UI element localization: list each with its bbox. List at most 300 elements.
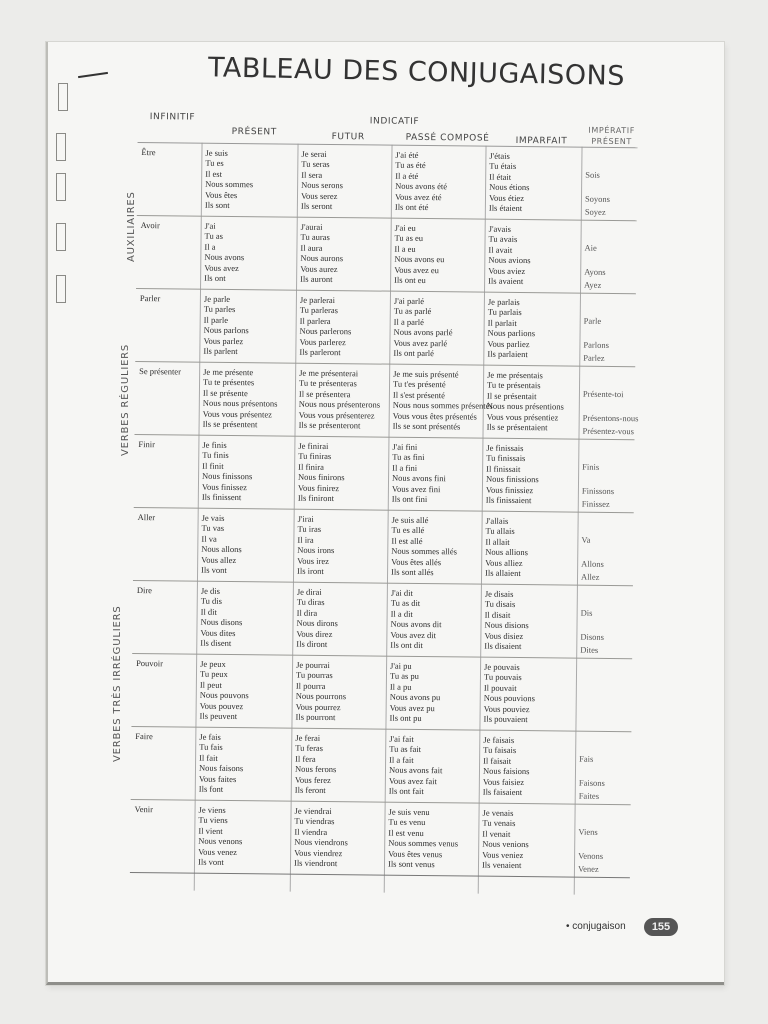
header-futur: FUTUR [331, 132, 365, 143]
conjugation-line: Ils vont [197, 856, 224, 867]
conjugation-line: Vous faisiez [482, 776, 525, 787]
cell-infinitif: Dire [136, 585, 153, 596]
conjugation-line: Nous nous présentions [486, 400, 564, 412]
conjugation-line: Allons [581, 559, 604, 570]
table-row [130, 800, 631, 878]
conjugation-line: Nous nous sommes présentés [392, 399, 493, 411]
conjugation-line: Nous avons fait [388, 764, 443, 776]
conjugation-line: Ils se présentaient [486, 421, 548, 433]
conjugation-line: Il fera [295, 753, 316, 764]
conjugation-line: Ils finissent [201, 491, 242, 503]
conjugation-line: Je pourrai [296, 659, 330, 671]
conjugation-line: Ils avaient [488, 275, 524, 287]
conjugation-line: Je dirai [296, 586, 322, 597]
conjugation-line: Parle [583, 315, 602, 326]
cell-imperatif [582, 462, 615, 512]
cell-passe-compose [392, 442, 446, 505]
conjugation-line: Il va [201, 533, 217, 544]
conjugation-line: Vous finissiez [485, 484, 534, 495]
cell-futur [299, 295, 351, 358]
cell-imperatif [582, 389, 638, 439]
cell-present [198, 805, 243, 868]
conjugation-table [130, 100, 638, 895]
conjugation-line: Ils ont dit [390, 639, 423, 651]
conjugation-line: Vous finirez [297, 482, 340, 493]
conjugation-line: Vous parlez [203, 335, 244, 346]
conjugation-line: Nous finissions [485, 473, 539, 485]
table-body [130, 142, 638, 878]
cell-imparfait [484, 589, 529, 652]
conjugation-line: Il ira [297, 534, 314, 545]
conjugation-line: Vous serez [300, 190, 338, 201]
cell-imperatif [585, 170, 611, 219]
conjugation-line: Il est venu [388, 827, 424, 838]
conjugation-line: Il parle [203, 314, 229, 325]
conjugation-line: Venons [578, 851, 604, 862]
conjugation-line: Ils ont parlé [393, 347, 435, 359]
conjugation-line: Je venais [482, 807, 514, 818]
conjugation-line: Ils parlaient [487, 348, 528, 360]
conjugation-line: Nous allions [485, 546, 529, 558]
cell-infinitif: Parler [139, 293, 161, 304]
conjugation-line: Tu seras [301, 159, 330, 170]
conjugation-line: Nous faisons [198, 762, 244, 774]
conjugation-line: Nous avons pu [389, 691, 441, 703]
conjugation-line: Vous étiez [488, 192, 525, 203]
conjugation-line: Ils disaient [484, 640, 522, 652]
conjugation-line: Ils pourront [295, 711, 336, 723]
conjugation-line: Il dira [296, 607, 318, 618]
cell-passe-compose [393, 296, 453, 359]
conjugation-line: Tu parlais [487, 307, 522, 318]
side-label-auxiliaires: AUXILIAIRES [126, 191, 137, 262]
cell-imparfait [483, 735, 530, 798]
conjugation-line: Finis [582, 461, 600, 472]
cell-imperatif [579, 754, 605, 803]
conjugation-line: Nous sommes allés [391, 545, 457, 557]
conjugation-line: Vous faites [198, 773, 237, 784]
conjugation-line: Je me suis présenté [393, 368, 459, 380]
conjugation-line: Nous avons parlé [393, 326, 453, 338]
conjugation-line: Vous vous présenterez [298, 409, 375, 421]
conjugation-line: Nous avons été [395, 180, 448, 192]
conjugation-line: Tu peux [199, 669, 228, 680]
conjugation-line: Faites [578, 790, 600, 801]
cell-infinitif: Finir [138, 439, 155, 450]
conjugation-line: Ils peuvent [199, 710, 238, 722]
conjugation-line: Vous parlerez [299, 336, 346, 347]
conjugation-line: Il vient [198, 825, 223, 836]
conjugation-line: Je pouvais [484, 661, 520, 673]
conjugation-line: Je suis [205, 147, 228, 158]
cell-passe-compose [388, 807, 459, 870]
conjugation-line: Il aura [300, 242, 323, 253]
conjugation-line: Nous finissons [202, 470, 253, 482]
conjugation-line: Tu finiras [298, 451, 332, 462]
conjugation-line: Ayons [584, 267, 606, 278]
conjugation-line: Tu étais [489, 161, 517, 172]
conjugation-line: Ils ont pu [389, 712, 422, 724]
conjugation-line: Il pourra [295, 680, 326, 691]
conjugation-line: Tu diras [296, 597, 325, 608]
conjugation-line: Ils sont allés [391, 566, 434, 578]
conjugation-line: Aie [584, 242, 597, 253]
cell-imparfait [487, 297, 535, 360]
conjugation-line: Il finira [298, 461, 324, 472]
conjugation-line: Vous finissez [201, 481, 247, 492]
cell-imperatif [584, 243, 606, 292]
table-header [138, 100, 638, 147]
conjugation-line: Vous avez eu [394, 264, 439, 275]
conjugation-line: Nous étions [489, 181, 530, 193]
conjugation-line: Nous nous présentons [202, 397, 278, 409]
conjugation-line: Ils finissaient [485, 494, 532, 506]
conjugation-line: Sois [585, 169, 600, 180]
header-indicatif: INDICATIF [369, 116, 420, 127]
conjugation-line: Ils ont eu [394, 274, 426, 286]
conjugation-line: Allez [580, 571, 600, 582]
conjugation-line: Il viendra [294, 826, 328, 837]
cell-futur [298, 441, 345, 504]
conjugation-line: Tu parles [203, 304, 236, 315]
conjugation-line: Tu faisais [483, 745, 517, 756]
cell-passe-compose [391, 515, 457, 578]
conjugation-line: Il finissait [486, 463, 521, 474]
conjugation-line: Je disais [484, 588, 514, 599]
conjugation-line: Parlons [583, 340, 610, 351]
conjugation-line: J'ai été [395, 149, 419, 160]
table-row [137, 143, 638, 221]
conjugation-line: Ils iront [297, 565, 324, 577]
conjugation-line: Ils auront [300, 273, 333, 285]
conjugation-line: Tu as fini [392, 452, 425, 463]
conjugation-line: Nous faisions [482, 765, 530, 777]
conjugation-line: Nous dirons [296, 617, 338, 629]
conjugation-line: Vous êtes allés [391, 556, 442, 567]
conjugation-line: Ils font [198, 783, 224, 794]
conjugation-line: Vous pouvez [199, 700, 244, 711]
conjugation-line: Il disait [484, 609, 511, 620]
conjugation-line: Il se présentait [486, 390, 537, 402]
conjugation-line: Nous pourrons [295, 690, 347, 702]
cell-infinitif: Avoir [140, 220, 160, 231]
cell-present [203, 294, 249, 357]
conjugation-line: Nous parlerons [299, 325, 352, 337]
cell-futur [296, 587, 338, 650]
conjugation-line: Il venait [482, 828, 511, 839]
conjugation-line: Vous dites [200, 627, 236, 638]
conjugation-line: Tu dis [200, 596, 223, 607]
conjugation-line: Ils ont fait [388, 785, 424, 797]
conjugation-line: Nous ferons [294, 763, 337, 775]
cell-passe-compose [389, 734, 443, 797]
cell-passe-compose [390, 588, 442, 651]
conjugation-line: Il a parlé [393, 316, 424, 327]
conjugation-line: Il finit [202, 460, 224, 471]
cell-present [200, 586, 242, 649]
conjugation-line: Il faisait [483, 755, 512, 766]
table-row [135, 289, 636, 367]
cell-infinitif: Aller [137, 512, 156, 523]
cell-futur [299, 368, 381, 431]
conjugation-line: Tu parleras [299, 305, 339, 316]
cell-futur [301, 149, 343, 212]
conjugation-line: Disons [580, 632, 605, 643]
conjugation-line: Il a été [395, 170, 419, 181]
conjugation-line: Ils sont venus [387, 858, 435, 870]
conjugation-line: Soyons [584, 194, 611, 205]
conjugation-line: Dis [580, 607, 593, 618]
conjugation-line: Va [581, 534, 591, 545]
conjugation-line: Nous irons [297, 544, 335, 556]
conjugation-line: Vous alliez [485, 557, 523, 568]
table-row [134, 362, 639, 440]
conjugation-line: Nous avons fini [392, 472, 446, 484]
conjugation-line: Je ferai [295, 732, 321, 743]
cell-present [199, 659, 249, 722]
conjugation-line: J'ai fini [392, 441, 418, 452]
conjugation-line: Tu as parlé [393, 306, 432, 317]
cell-passe-compose [394, 223, 445, 286]
conjugation-line: J'ai parlé [393, 295, 425, 307]
cell-imperatif [580, 608, 604, 657]
cell-infinitif: Être [141, 147, 156, 158]
cell-futur [300, 222, 343, 285]
conjugation-line: Tu as pu [389, 671, 420, 682]
side-label-reguliers: VERBES RÉGULIERS [120, 343, 131, 456]
cell-infinitif: Se présenter [139, 366, 181, 377]
cell-imparfait [485, 516, 528, 579]
conjugation-line: Je suis venu [388, 806, 430, 818]
conjugation-line: Je finis [202, 439, 227, 450]
conjugation-line: Vous avez été [394, 191, 442, 202]
cell-present [204, 221, 245, 284]
conjugation-line: Tu pouvais [483, 672, 522, 683]
conjugation-line: Vous veniez [482, 849, 524, 860]
conjugation-line: Dites [580, 644, 599, 655]
conjugation-line: Il a [204, 241, 216, 252]
header-passe-compose: PASSÉ COMPOSÉ [405, 132, 490, 144]
conjugation-line: J'ai dit [390, 587, 413, 598]
cell-infinitif: Venir [134, 804, 154, 815]
cell-imparfait [486, 443, 539, 506]
conjugation-line: Ils ont [204, 272, 226, 283]
cell-present [201, 513, 242, 576]
cell-passe-compose [395, 150, 448, 213]
conjugation-line: Je me présentais [487, 369, 543, 381]
header-infinitif: INFINITIF [149, 112, 196, 123]
table-row [131, 727, 632, 805]
conjugation-line: Nous avions [488, 254, 531, 266]
cell-passe-compose [389, 661, 440, 724]
conjugation-line: Nous finirons [298, 471, 345, 483]
conjugation-line: Nous nous présenterons [298, 398, 381, 410]
cell-imparfait [482, 808, 529, 871]
conjugation-line: Présente-toi [582, 388, 624, 400]
conjugation-line: Tu as dit [390, 598, 421, 609]
header-imperatif-present: IMPÉRATIF PRÉSENT [588, 125, 635, 147]
conjugation-line: Tu viens [198, 815, 228, 826]
conjugation-line: Tu te présentais [486, 380, 541, 391]
conjugation-line: Je suis allé [391, 514, 429, 526]
conjugation-line: Il allait [485, 536, 510, 547]
cell-imperatif [583, 316, 609, 365]
conjugation-line: Finissons [581, 486, 615, 497]
conjugation-line: Vous direz [296, 628, 333, 639]
conjugation-line: J'ai eu [394, 222, 416, 233]
cell-futur [295, 733, 337, 796]
conjugation-line: Tu t'es présenté [392, 379, 446, 390]
conjugation-line: Vous êtes venus [388, 848, 443, 859]
side-label-irreguliers: VERBES TRÈS IRRÉGULIERS [112, 605, 123, 762]
conjugation-line: Ayez [584, 279, 602, 290]
conjugation-line: Venez [577, 863, 599, 874]
conjugation-line: Nous pouvons [199, 689, 249, 701]
conjugation-line: Tu es venu [388, 817, 426, 828]
conjugation-line: Tu es [205, 158, 224, 169]
conjugation-line: Ils se présenteront [298, 419, 361, 431]
conjugation-line: J'ai pu [390, 660, 412, 671]
conjugation-line: Il dit [200, 606, 217, 617]
conjugation-line: Il était [489, 171, 512, 182]
footer-label: • conjugaison [566, 921, 626, 932]
conjugation-line: Il pouvait [483, 682, 517, 693]
cell-imperatif [578, 827, 604, 876]
conjugation-line: Nous venions [482, 838, 529, 850]
conjugation-line: Il parlait [487, 317, 517, 328]
conjugation-line: Ils diront [296, 638, 328, 650]
conjugation-line: Vous avez [204, 262, 239, 273]
conjugation-line: Ils étaient [488, 202, 523, 214]
conjugation-line: Tu finis [202, 450, 229, 461]
conjugation-line: Tu pourras [295, 670, 333, 681]
table-row [133, 508, 634, 586]
conjugation-line: Ils feront [294, 784, 326, 796]
cell-infinitif: Pouvoir [136, 658, 164, 669]
conjugation-line: Nous parlions [487, 327, 536, 339]
conjugation-line: Nous venons [198, 835, 243, 847]
cell-passe-compose [393, 369, 494, 432]
conjugation-line: J'étais [489, 150, 510, 161]
conjugation-line: Ils sont [204, 199, 230, 210]
conjugation-line: Vous parliez [487, 338, 530, 349]
conjugation-line: Ils venaient [481, 859, 522, 871]
conjugation-line: Je finissais [486, 442, 524, 454]
conjugation-line: Nous parlons [203, 324, 249, 336]
conjugation-line: Je viens [198, 804, 226, 815]
conjugation-line: Nous aurons [300, 252, 344, 264]
conjugation-line: Tu as été [395, 160, 426, 171]
cell-imparfait [488, 224, 531, 287]
conjugation-line: Nous serons [301, 179, 343, 191]
conjugation-line: J'ai [204, 220, 216, 231]
conjugation-line: Il sera [301, 169, 323, 180]
conjugation-line: Il a fini [392, 462, 418, 473]
conjugation-line: Tu viendras [294, 816, 335, 827]
cell-futur [295, 660, 346, 723]
conjugation-line: Tu as eu [394, 233, 424, 244]
conjugation-line: Je me présente [203, 366, 254, 378]
conjugation-line: Tu as [204, 231, 223, 242]
table-row [134, 435, 635, 513]
conjugation-line: Ils seront [300, 200, 333, 212]
conjugation-line: Soyez [584, 206, 606, 217]
conjugation-line: J'aurai [300, 221, 323, 232]
conjugation-line: Vous avez parlé [393, 337, 448, 348]
conjugation-line: Faisons [578, 778, 605, 789]
conjugation-line: J'irai [297, 513, 314, 524]
conjugation-line: Ils parlent [203, 345, 238, 357]
conjugation-line: Nous disions [484, 619, 529, 631]
conjugation-line: Tu allais [485, 526, 515, 537]
conjugation-line: J'avais [488, 223, 512, 234]
conjugation-line: J'allais [485, 515, 509, 526]
conjugation-line: Vous avez pu [389, 702, 435, 713]
conjugation-line: Ils viendront [293, 857, 338, 869]
conjugation-line: Parlez [583, 352, 605, 363]
conjugation-line: Je finirai [298, 440, 329, 452]
conjugation-line: J'ai fait [389, 733, 414, 744]
conjugation-line: Ils ont fini [391, 493, 428, 505]
conjugation-line: Ils faisaient [482, 786, 523, 798]
conjugation-line: Nous allons [201, 543, 242, 555]
conjugation-line: Fais [579, 753, 594, 764]
conjugation-line: Nous pouvions [483, 692, 536, 704]
page-title: TABLEAU DES CONJUGAISONS [207, 52, 626, 92]
conjugation-line: Il se présentera [298, 388, 351, 400]
conjugation-line: Il a fait [389, 754, 414, 765]
cell-imparfait [483, 662, 535, 725]
conjugation-line: Nous avons dit [390, 618, 442, 630]
conjugation-line: Ils ont été [394, 201, 429, 213]
cell-infinitif: Faire [135, 731, 153, 742]
conjugation-line: Présentons-nous [582, 413, 639, 424]
conjugation-line: Il peut [199, 679, 222, 690]
conjugation-line: Ils vont [201, 564, 227, 575]
conjugation-line: Vous allez [201, 554, 237, 565]
conjugation-line: Je parle [203, 293, 231, 304]
conjugation-line: Je viendrai [294, 805, 332, 817]
conjugation-line: Tu vas [201, 523, 225, 534]
conjugation-line: Nous viendrons [294, 836, 348, 848]
conjugation-line: Nous disons [200, 616, 243, 628]
conjugation-line: Nous avons eu [394, 253, 445, 265]
page-number: 155 [644, 918, 678, 936]
conjugation-line: Ils parleront [299, 346, 341, 358]
conjugation-line: Je faisais [483, 734, 515, 745]
cell-futur [294, 806, 348, 869]
cell-imparfait [489, 151, 530, 214]
conjugation-line: Il se présente [202, 387, 248, 398]
conjugation-line: Vous avez fait [388, 775, 437, 786]
conjugation-line: Vous disiez [484, 630, 524, 641]
cell-present [203, 367, 278, 430]
conjugation-line: Nous sommes venus [388, 837, 459, 849]
conjugation-line: Viens [578, 826, 598, 837]
table-row [132, 581, 633, 659]
conjugation-line: Je serai [301, 148, 327, 159]
conjugation-line: Il a pu [389, 681, 412, 692]
cell-present [199, 732, 244, 795]
conjugation-line: Vous irez [297, 555, 329, 566]
conjugation-line: Vous venez [198, 846, 237, 857]
conjugation-line: Vous pouviez [483, 703, 530, 714]
cell-futur [297, 514, 335, 577]
table-row [136, 216, 637, 294]
conjugation-line: Vous avez dit [390, 629, 437, 640]
conjugation-line: Tu finissais [486, 453, 526, 464]
conjugation-line: Je me présenterai [299, 367, 359, 379]
